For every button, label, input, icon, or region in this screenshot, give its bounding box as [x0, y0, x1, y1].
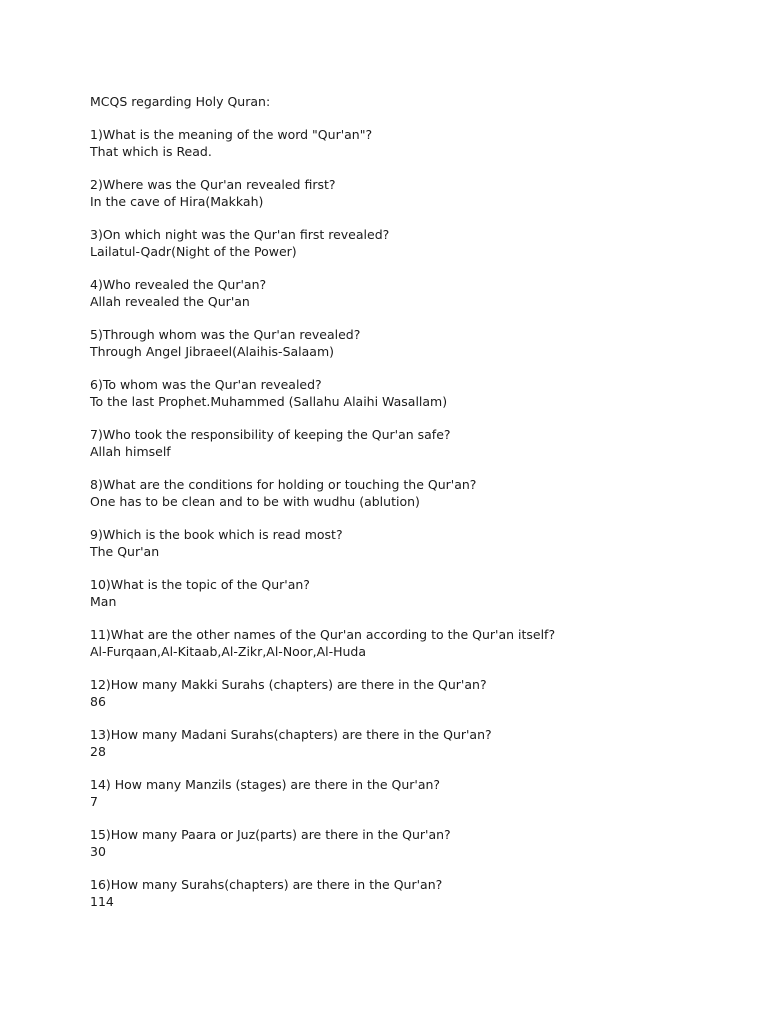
- qa-item-4: [90, 276, 750, 310]
- answer-2: In the cave of Hira(Makkah): [90, 194, 264, 209]
- question-11: 11)What are the other names of the Qur'an according to the Qur'an itself?: [90, 627, 556, 642]
- qa-item-2: [90, 176, 750, 210]
- question-14: 14) How many Manzils (stages) are there in the Qur'an?: [90, 777, 441, 792]
- question-10: 10)What is the topic of the Qur'an?: [90, 577, 310, 592]
- qa-item-13: [90, 726, 750, 760]
- answer-7: Allah himself: [90, 444, 171, 459]
- question-5: 5)Through whom was the Qur'an revealed?: [90, 327, 361, 342]
- qa-item-14: [90, 776, 750, 810]
- question-8: 8)What are the conditions for holding or touching the Qur'an?: [90, 477, 477, 492]
- question-12: 12)How many Makki Surahs (chapters) are there in the Qur'an?: [90, 677, 487, 692]
- qa-item-9: [90, 526, 750, 560]
- question-13: 13)How many Madani Surahs(chapters) are there in the Qur'an?: [90, 727, 492, 742]
- question-4: 4)Who revealed the Qur'an?: [90, 277, 267, 292]
- question-15: 15)How many Paara or Juz(parts) are there in the Qur'an?: [90, 827, 451, 842]
- answer-1: That which is Read.: [90, 144, 212, 159]
- answer-13: 28: [90, 744, 106, 759]
- question-2: 2)Where was the Qur'an revealed first?: [90, 177, 336, 192]
- answer-9: The Qur'an: [90, 544, 160, 559]
- answer-14: 7: [90, 794, 98, 809]
- answer-11: Al-Furqaan,Al-Kitaab,Al-Zikr,Al-Noor,Al-Huda: [90, 644, 367, 659]
- question-16: 16)How many Surahs(chapters) are there in the Qur'an?: [90, 877, 443, 892]
- qa-item-10: [90, 576, 750, 610]
- document-page: [90, 93, 750, 926]
- qa-item-8: [90, 476, 750, 510]
- qa-item-1: [90, 126, 750, 160]
- answer-6: To the last Prophet.Muhammed (Sallahu Alaihi Wasallam): [90, 394, 448, 409]
- qa-item-15: [90, 826, 750, 860]
- answer-4: Allah revealed the Qur'an: [90, 294, 250, 309]
- document-title: MCQS regarding Holy Quran:: [90, 94, 271, 109]
- question-1: 1)What is the meaning of the word "Qur'an"?: [90, 127, 373, 142]
- question-9: 9)Which is the book which is read most?: [90, 527, 343, 542]
- qa-item-7: [90, 426, 750, 460]
- question-7: 7)Who took the responsibility of keeping the Qur'an safe?: [90, 427, 451, 442]
- answer-8: One has to be clean and to be with wudhu (ablution): [90, 494, 420, 509]
- question-3: 3)On which night was the Qur'an first revealed?: [90, 227, 390, 242]
- answer-10: Man: [90, 594, 117, 609]
- answer-5: Through Angel Jibraeel(Alaihis-Salaam): [90, 344, 335, 359]
- question-6: 6)To whom was the Qur'an revealed?: [90, 377, 322, 392]
- answer-12: 86: [90, 694, 106, 709]
- answer-3: Lailatul-Qadr(Night of the Power): [90, 244, 297, 259]
- qa-item-16: [90, 876, 750, 910]
- qa-item-3: [90, 226, 750, 260]
- answer-16: 114: [90, 894, 114, 909]
- qa-item-12: [90, 676, 750, 710]
- answer-15: 30: [90, 844, 106, 859]
- qa-item-6: [90, 376, 750, 410]
- qa-item-5: [90, 326, 750, 360]
- qa-item-11: [90, 626, 750, 660]
